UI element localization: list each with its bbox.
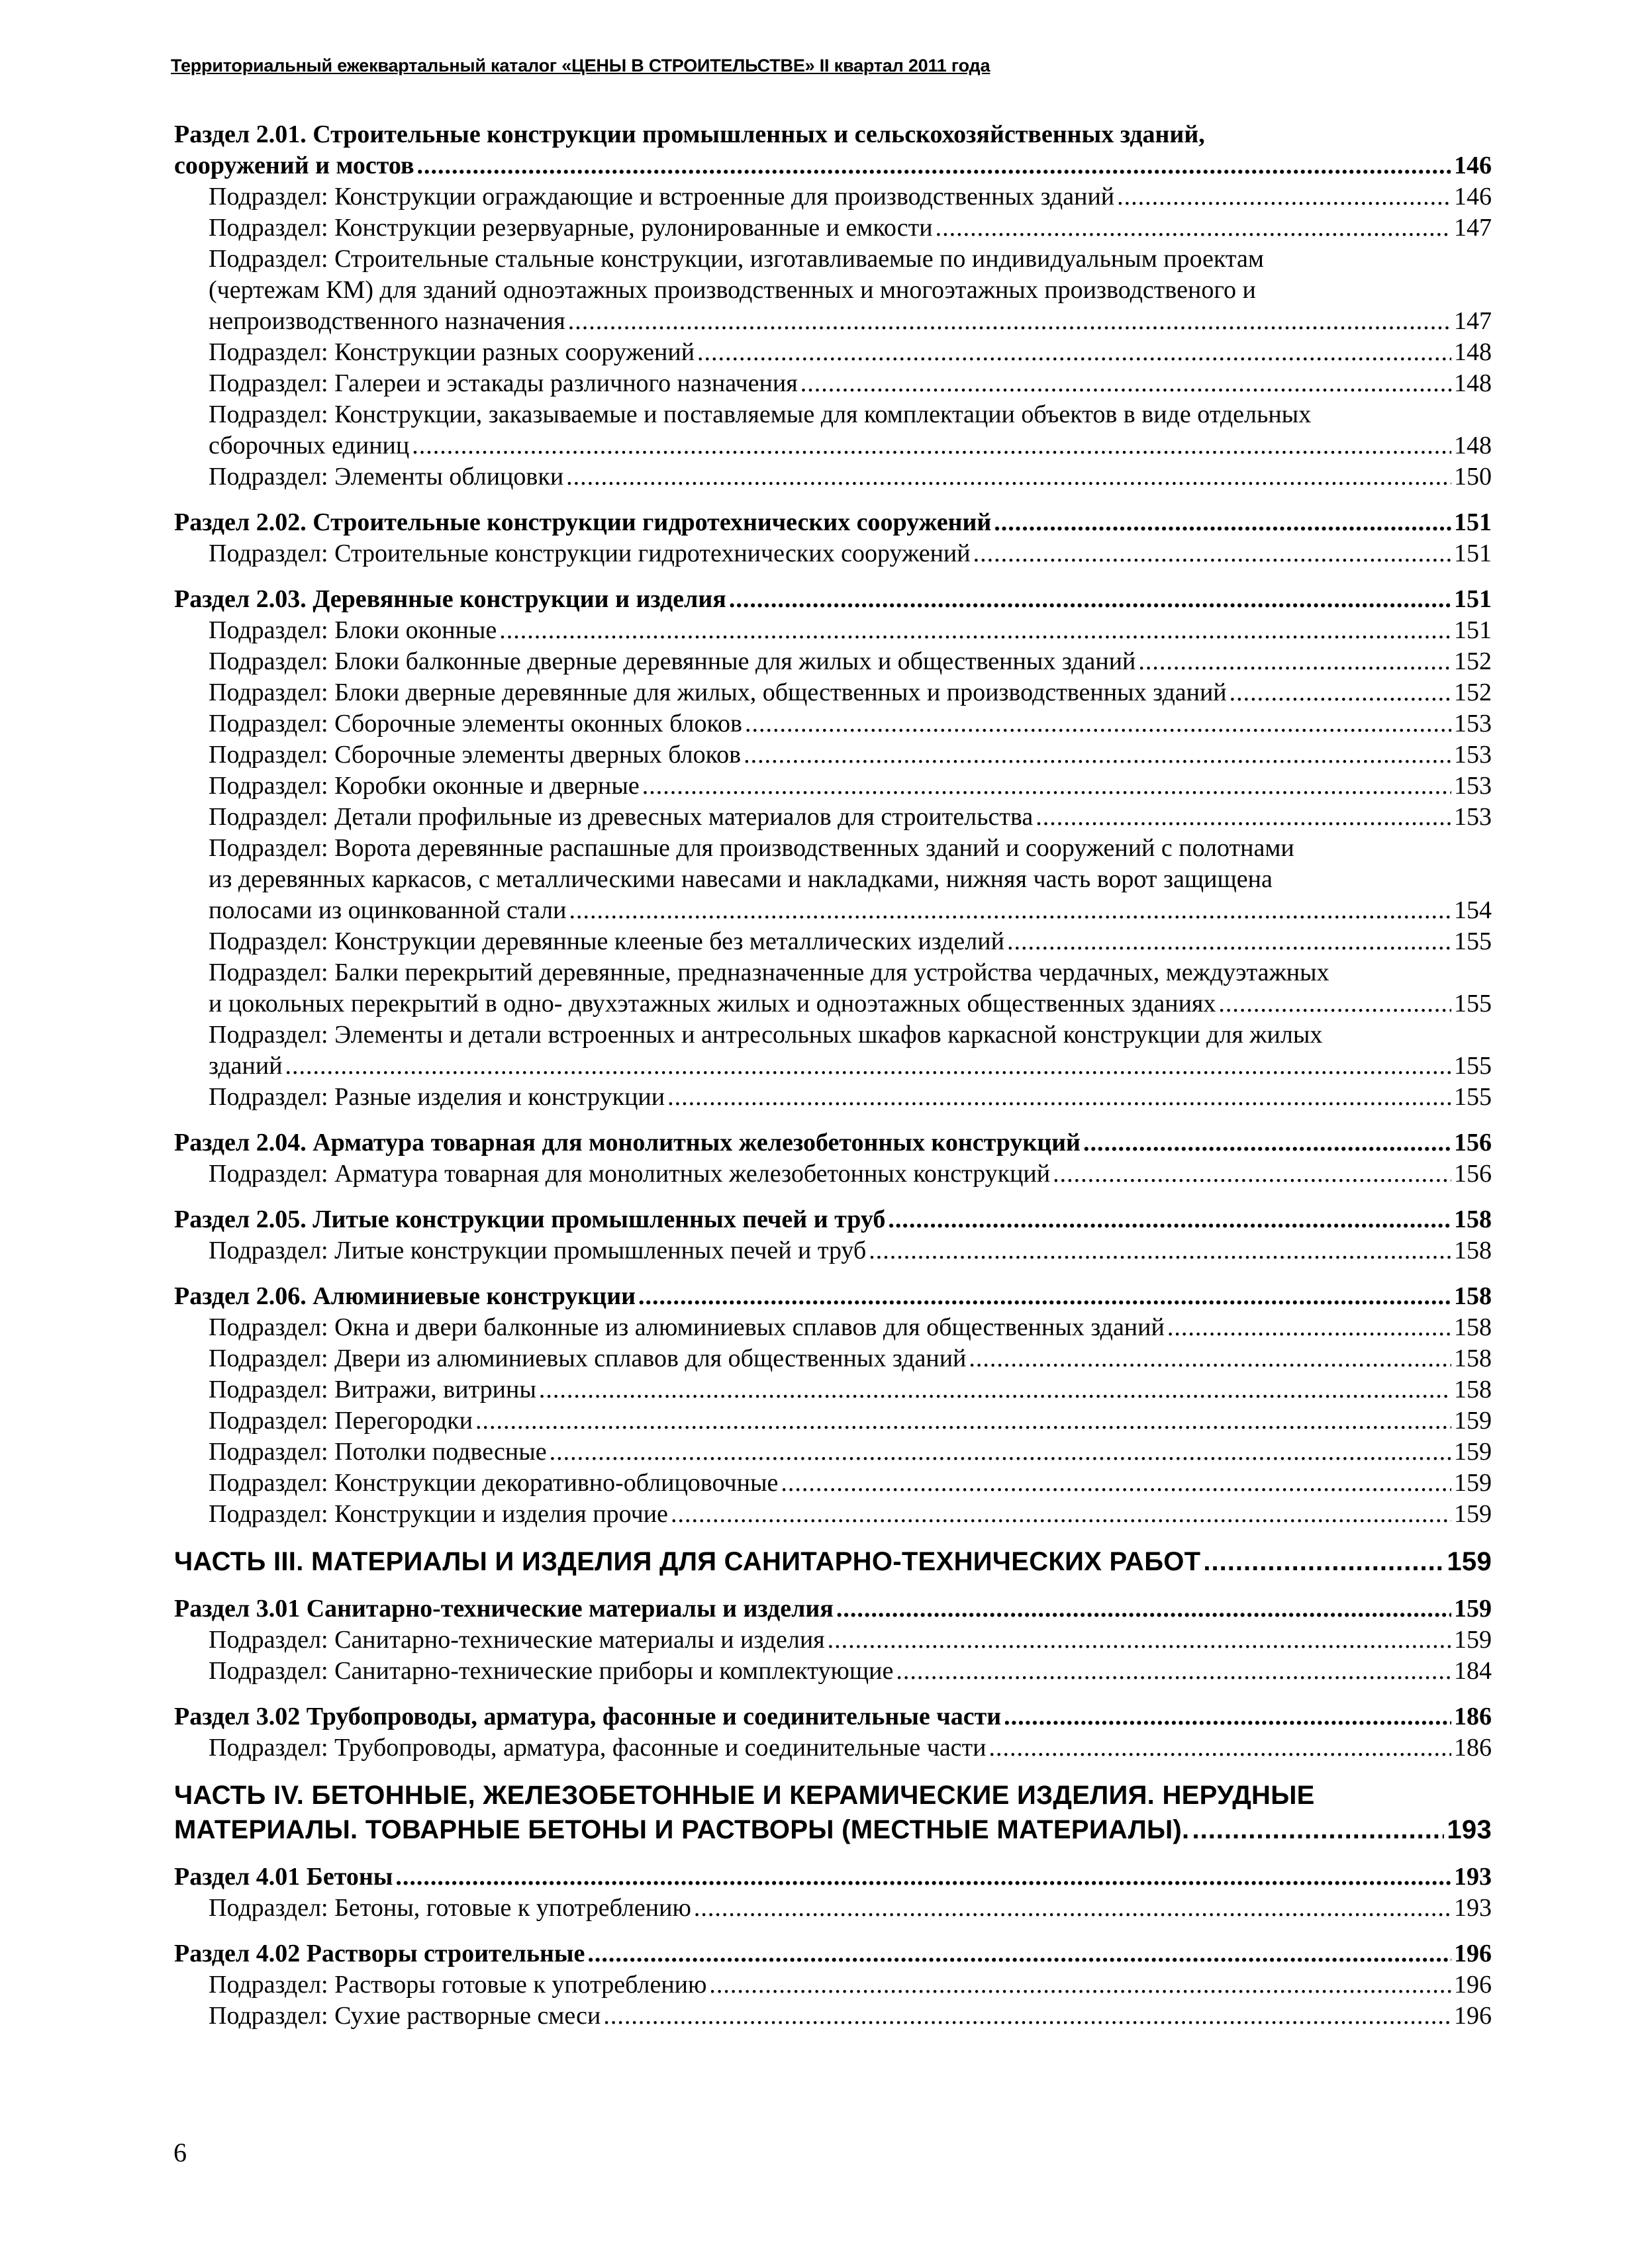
- toc-page-number: 159: [1454, 1469, 1492, 1497]
- toc-section: [174, 1938, 1492, 1969]
- toc-entry-line: [209, 1468, 1492, 1499]
- toc-entry-title: непроизводственного назначения: [209, 307, 565, 335]
- toc-page-number: 184: [1454, 1657, 1492, 1685]
- toc-entry-line: [209, 739, 1492, 771]
- toc-entry-line: [209, 461, 1492, 493]
- dot-leader: [729, 584, 1451, 615]
- toc-entry-line: [174, 1862, 1492, 1893]
- toc-page-number: 151: [1454, 585, 1492, 613]
- toc-entry-line: [209, 677, 1492, 708]
- dot-leader: [973, 538, 1451, 569]
- dot-leader: [1138, 646, 1451, 677]
- toc-entry-line: [209, 1969, 1492, 2001]
- dot-leader: [285, 1051, 1451, 1082]
- toc-entry-text-line: ЧАСТЬ IV. БЕТОННЫЕ, ЖЕЛЕЗОБЕТОННЫЕ И КЕРАМИЧЕСКИЕ ИЗДЕЛИЯ. НЕРУДНЫЕ: [174, 1781, 1315, 1810]
- toc-subsection: [174, 708, 1492, 739]
- dot-leader: [828, 1625, 1451, 1656]
- toc-entry-title: Подраздел: Перегородки: [209, 1407, 473, 1435]
- toc-entry-line: [209, 1405, 1492, 1437]
- toc-page-number: 196: [1454, 2002, 1492, 2030]
- toc-entry-text-line: Подраздел: Ворота деревянные распашные для производственных зданий и сооружений с полотнами: [209, 834, 1294, 862]
- toc-entry-line: [209, 181, 1492, 213]
- dot-leader: [781, 1468, 1451, 1499]
- toc-entry-title: Раздел 3.01 Санитарно-технические материалы и изделия: [174, 1595, 834, 1623]
- dot-leader: [745, 708, 1451, 739]
- toc-page-number: 186: [1454, 1734, 1492, 1762]
- dot-leader: [709, 1969, 1451, 2001]
- toc-page-number: 151: [1454, 540, 1492, 567]
- toc-subsection: [174, 957, 1492, 1019]
- toc-page-number: 193: [1454, 1863, 1492, 1891]
- toc-entry-line: [174, 1127, 1492, 1158]
- dot-leader: [888, 1204, 1451, 1235]
- toc-page-number: 158: [1454, 1282, 1492, 1310]
- toc-entry-text-line: Раздел 2.01. Строительные конструкции промышленных и сельскохозяйственных зданий,: [174, 120, 1205, 148]
- toc-subsection: [174, 739, 1492, 771]
- toc-entry-line: [209, 2001, 1492, 2032]
- dot-leader: [416, 150, 1451, 181]
- toc-section: [174, 1701, 1492, 1732]
- toc-subsection: [174, 213, 1492, 244]
- toc-entry-title: Подраздел: Разные изделия и конструкции: [209, 1083, 665, 1111]
- toc-page-number: 159: [1447, 1547, 1492, 1576]
- toc-subsection: [174, 677, 1492, 708]
- dot-leader: [566, 461, 1451, 493]
- toc-entry-title: Подраздел: Растворы готовые к употреблению: [209, 1971, 707, 1999]
- toc-page-number: 148: [1454, 369, 1492, 397]
- toc-page-number: 158: [1454, 1205, 1492, 1233]
- toc-page-number: 196: [1454, 1940, 1492, 1967]
- page-number: 6: [173, 2138, 187, 2167]
- toc-entry-title: Раздел 2.06. Алюминиевые конструкции: [174, 1282, 636, 1310]
- toc-page-number: 156: [1454, 1160, 1492, 1188]
- toc-entry-title: Подраздел: Литые конструкции промышленных печей и труб: [209, 1237, 867, 1264]
- toc-page-number: 193: [1454, 1894, 1492, 1922]
- toc-entry-title: Подраздел: Конструкции и изделия прочие: [209, 1500, 668, 1528]
- toc-entry-line: [209, 988, 1492, 1019]
- toc-subsection: [174, 538, 1492, 569]
- toc-page-number: 151: [1454, 508, 1492, 536]
- toc-entry-line: [174, 507, 1492, 538]
- toc-entry-title: Подраздел: Сухие растворные смеси: [209, 2002, 601, 2030]
- dot-leader: [896, 1656, 1451, 1687]
- toc-page-number: 148: [1454, 432, 1492, 459]
- toc-subsection: [174, 1374, 1492, 1405]
- toc-entry-line: [209, 895, 1492, 926]
- toc-subsection: [174, 181, 1492, 213]
- toc-section: [174, 1862, 1492, 1893]
- toc-subsection: [174, 337, 1492, 368]
- toc-entry-title: зданий: [209, 1052, 283, 1080]
- toc-entry-line: [209, 538, 1492, 569]
- running-header: Территориальный ежеквартальный каталог «ЦЕНЫ В СТРОИТЕЛЬСТВЕ» II квартал 2011 года: [171, 56, 990, 75]
- toc-entry-title: Раздел 2.04. Арматура товарная для монолитных железобетонных конструкций: [174, 1129, 1081, 1157]
- toc-page-number: 146: [1454, 183, 1492, 211]
- toc-entry-line: [209, 1656, 1492, 1687]
- toc-page-number: 151: [1454, 616, 1492, 644]
- dot-leader: [638, 1281, 1451, 1312]
- toc-entry-title: ЧАСТЬ III. МАТЕРИАЛЫ И ИЗДЕЛИЯ ДЛЯ САНИТАРНО-ТЕХНИЧЕСКИХ РАБОТ: [174, 1547, 1201, 1576]
- toc-subsection: [174, 1405, 1492, 1437]
- toc-page-number: 147: [1454, 307, 1492, 335]
- toc-subsection: [174, 833, 1492, 926]
- toc-subsection: [174, 1312, 1492, 1343]
- toc-entry-text-line: из деревянных каркасов, с металлическими навесами и накладками, нижняя часть ворот защищена: [209, 865, 1273, 893]
- dot-leader: [1007, 926, 1451, 957]
- toc-page-number: 155: [1454, 1083, 1492, 1111]
- toc-entry-line: [209, 771, 1492, 802]
- toc-subsection: [174, 1893, 1492, 1924]
- toc-section: [174, 1204, 1492, 1235]
- toc-entry-line: [209, 1158, 1492, 1190]
- toc-subsection: [174, 771, 1492, 802]
- toc-entry-title: Подраздел: Двери из алюминиевых сплавов для общественных зданий: [209, 1345, 967, 1372]
- toc-entry-title: сооружений и мостов: [174, 152, 414, 179]
- toc-entry-title: Подраздел: Сборочные элементы дверных блоков: [209, 741, 742, 769]
- toc-subsection: [174, 615, 1492, 646]
- toc-entry-title: Подраздел: Конструкции ограждающие и встроенные для производственных зданий: [209, 183, 1115, 211]
- toc-entry-line: [209, 1893, 1492, 1924]
- toc-subsection: [174, 1082, 1492, 1113]
- toc-entry-line: [174, 1281, 1492, 1312]
- toc-subsection: [174, 244, 1492, 337]
- toc-entry-title: Подраздел: Витражи, витрины: [209, 1376, 536, 1403]
- dot-leader: [587, 1938, 1451, 1969]
- toc-entry-title: Раздел 2.05. Литые конструкции промышленных печей и труб: [174, 1205, 886, 1233]
- toc-page-number: 158: [1454, 1237, 1492, 1264]
- toc-subsection: [174, 1343, 1492, 1374]
- toc-page-number: 156: [1454, 1129, 1492, 1157]
- dot-leader: [989, 1732, 1452, 1764]
- toc-subsection: [174, 399, 1492, 461]
- toc-subsection: [174, 646, 1492, 677]
- toc-entry-line: [209, 306, 1492, 337]
- dot-leader: [603, 2001, 1451, 2032]
- dot-leader: [1117, 181, 1451, 213]
- dot-leader: [642, 771, 1451, 802]
- toc-entry-line: [209, 368, 1492, 399]
- toc-entry-text-line: (чертежам КМ) для зданий одноэтажных производственных и многоэтажных производственого и: [209, 276, 1256, 304]
- toc-subsection: [174, 1158, 1492, 1190]
- dot-leader: [1083, 1127, 1451, 1158]
- toc-subsection: [174, 1969, 1492, 2001]
- dot-leader: [869, 1235, 1451, 1266]
- toc-page-number: 153: [1454, 741, 1492, 769]
- toc-entry-title: Подраздел: Детали профильные из древесных материалов для строительства: [209, 803, 1034, 831]
- dot-leader: [1203, 1544, 1444, 1579]
- toc-page-number: 196: [1454, 1971, 1492, 1999]
- toc-subsection: [174, 1437, 1492, 1468]
- toc-subsection: [174, 1235, 1492, 1266]
- dot-leader: [1230, 677, 1451, 708]
- dot-leader: [744, 739, 1451, 771]
- toc-entry-line: [209, 646, 1492, 677]
- toc-entry-line: [209, 1499, 1492, 1530]
- dot-leader: [969, 1343, 1451, 1374]
- toc-subsection: [174, 1732, 1492, 1764]
- toc-page-number: 186: [1454, 1703, 1492, 1730]
- toc-page-number: 158: [1454, 1313, 1492, 1341]
- toc-subsection: [174, 1499, 1492, 1530]
- dot-leader: [395, 1862, 1451, 1893]
- toc-entry-title: Подраздел: Блоки дверные деревянные для жилых, общественных и производственных зданий: [209, 679, 1227, 706]
- toc-entry-line: [209, 1625, 1492, 1656]
- toc-entry-title: Раздел 4.01 Бетоны: [174, 1863, 393, 1891]
- toc-subsection: [174, 1625, 1492, 1656]
- toc-entry-line: [209, 708, 1492, 739]
- toc-entry-line: [209, 1082, 1492, 1113]
- toc-subsection: [174, 368, 1492, 399]
- toc-entry-text-line: Подраздел: Элементы и детали встроенных и антресольных шкафов каркасной конструкции для жилых: [209, 1021, 1323, 1049]
- toc-entry-title: Подраздел: Конструкции декоративно-облицовочные: [209, 1469, 779, 1497]
- dot-leader: [697, 337, 1451, 368]
- dot-leader: [568, 306, 1451, 337]
- dot-leader: [1192, 1813, 1444, 1847]
- toc-entry-line: [209, 1437, 1492, 1468]
- toc-entry-line: [209, 802, 1492, 833]
- toc-entry-line: [209, 926, 1492, 957]
- toc-entry-title: Подраздел: Галереи и эстакады различного назначения: [209, 369, 798, 397]
- toc-page-number: 155: [1454, 990, 1492, 1017]
- toc-part: [174, 1544, 1492, 1579]
- toc-page-number: 155: [1454, 1052, 1492, 1080]
- toc-entry-line: [174, 584, 1492, 615]
- toc-page-number: 155: [1454, 927, 1492, 955]
- toc-entry-title: Подраздел: Сборочные элементы оконных блоков: [209, 710, 742, 737]
- table-of-contents: [174, 119, 1492, 2032]
- toc-section: [174, 584, 1492, 615]
- toc-page-number: 153: [1454, 710, 1492, 737]
- toc-page-number: 159: [1454, 1595, 1492, 1623]
- toc-entry-title: Подраздел: Санитарно-технические материалы и изделия: [209, 1626, 825, 1654]
- toc-entry-line: [209, 1343, 1492, 1374]
- toc-section: [174, 119, 1492, 181]
- dot-leader: [475, 1405, 1451, 1437]
- toc-page-number: 150: [1454, 463, 1492, 491]
- toc-entry-title: Подраздел: Конструкции деревянные клееные без металлических изделий: [209, 927, 1004, 955]
- toc-entry-line: [209, 213, 1492, 244]
- dot-leader: [671, 1499, 1451, 1530]
- dot-leader: [936, 213, 1451, 244]
- toc-subsection: [174, 802, 1492, 833]
- toc-entry-line: [209, 1051, 1492, 1082]
- toc-entry-title: Подраздел: Окна и двери балконные из алюминиевых сплавов для общественных зданий: [209, 1313, 1165, 1341]
- dot-leader: [550, 1437, 1451, 1468]
- toc-entry-line: [174, 1701, 1492, 1732]
- toc-entry-title: Подраздел: Арматура товарная для монолитных железобетонных конструкций: [209, 1160, 1051, 1188]
- toc-subsection: [174, 926, 1492, 957]
- toc-entry-title: Подраздел: Потолки подвесные: [209, 1438, 547, 1466]
- dot-leader: [1053, 1158, 1451, 1190]
- toc-subsection: [174, 1656, 1492, 1687]
- dot-leader: [1167, 1312, 1451, 1343]
- toc-page-number: 146: [1454, 152, 1492, 179]
- toc-subsection: [174, 461, 1492, 493]
- toc-section: [174, 1281, 1492, 1312]
- toc-page-number: 147: [1454, 214, 1492, 242]
- toc-entry-title: Подраздел: Конструкции резервуарные, рулонированные и емкости: [209, 214, 933, 242]
- dot-leader: [412, 430, 1451, 461]
- toc-entry-title: Подраздел: Санитарно-технические приборы и комплектующие: [209, 1657, 894, 1685]
- toc-entry-title: Подраздел: Коробки оконные и дверные: [209, 772, 640, 800]
- toc-page-number: 159: [1454, 1407, 1492, 1435]
- dot-leader: [569, 895, 1451, 926]
- toc-entry-line: [174, 1813, 1492, 1847]
- toc-entry-title: Раздел 4.02 Растворы строительные: [174, 1940, 585, 1967]
- toc-entry-title: и цокольных перекрытий в одно- двухэтажных жилых и одноэтажных общественных зданиях: [209, 990, 1216, 1017]
- toc-page-number: 153: [1454, 803, 1492, 831]
- toc-page-number: 159: [1454, 1626, 1492, 1654]
- dot-leader: [539, 1374, 1451, 1405]
- toc-entry-title: Подраздел: Строительные конструкции гидротехнических сооружений: [209, 540, 971, 567]
- toc-part: [174, 1778, 1492, 1847]
- toc-entry-line: [174, 1938, 1492, 1969]
- toc-entry-title: полосами из оцинкованной стали: [209, 896, 567, 924]
- toc-entry-title: Раздел 2.03. Деревянные конструкции и изделия: [174, 585, 726, 613]
- toc-section: [174, 1593, 1492, 1625]
- toc-entry-text-line: Подраздел: Конструкции, заказываемые и поставляемые для комплектации объектов в виде отдельных: [209, 401, 1312, 428]
- toc-entry-title: Подраздел: Трубопроводы, арматура, фасонные и соединительные части: [209, 1734, 987, 1762]
- toc-page-number: 159: [1454, 1500, 1492, 1528]
- toc-subsection: [174, 1468, 1492, 1499]
- toc-page-number: 158: [1454, 1376, 1492, 1403]
- dot-leader: [994, 507, 1451, 538]
- toc-entry-line: [209, 1374, 1492, 1405]
- toc-page-number: 152: [1454, 679, 1492, 706]
- toc-page-number: 193: [1447, 1815, 1492, 1844]
- toc-section: [174, 507, 1492, 538]
- toc-page-number: 154: [1454, 896, 1492, 924]
- toc-entry-title: МАТЕРИАЛЫ. ТОВАРНЫЕ БЕТОНЫ И РАСТВОРЫ (МЕСТНЫЕ МАТЕРИАЛЫ).: [174, 1815, 1190, 1844]
- toc-entry-line: [209, 1732, 1492, 1764]
- toc-entry-line: [209, 1235, 1492, 1266]
- toc-entry-line: [209, 337, 1492, 368]
- toc-entry-title: Подраздел: Бетоны, готовые к употреблению: [209, 1894, 691, 1922]
- dot-leader: [1036, 802, 1451, 833]
- dot-leader: [1218, 988, 1451, 1019]
- toc-page-number: 152: [1454, 647, 1492, 675]
- toc-entry-text-line: Подраздел: Балки перекрытий деревянные, предназначенные для устройства чердачных, междуэтажных: [209, 959, 1329, 986]
- toc-page-number: 153: [1454, 772, 1492, 800]
- toc-entry-text-line: Подраздел: Строительные стальные конструкции, изготавливаемые по индивидуальным проектам: [209, 245, 1264, 273]
- toc-entry-line: [174, 150, 1492, 181]
- toc-entry-line: [209, 430, 1492, 461]
- dot-leader: [499, 615, 1451, 646]
- toc-page-number: 148: [1454, 338, 1492, 366]
- dot-leader: [1004, 1701, 1451, 1732]
- toc-subsection: [174, 1019, 1492, 1082]
- dot-leader: [800, 368, 1451, 399]
- toc-section: [174, 1127, 1492, 1158]
- dot-leader: [836, 1593, 1451, 1625]
- toc-entry-title: Подраздел: Элементы облицовки: [209, 463, 564, 491]
- toc-entry-title: Подраздел: Блоки балконные дверные деревянные для жилых и общественных зданий: [209, 647, 1136, 675]
- toc-entry-line: [209, 615, 1492, 646]
- toc-subsection: [174, 2001, 1492, 2032]
- toc-entry-line: [174, 1593, 1492, 1625]
- toc-page-number: 159: [1454, 1438, 1492, 1466]
- dot-leader: [694, 1893, 1451, 1924]
- toc-entry-line: [174, 1544, 1492, 1579]
- toc-entry-title: сборочных единиц: [209, 432, 410, 459]
- toc-entry-line: [174, 1204, 1492, 1235]
- toc-entry-title: Раздел 3.02 Трубопроводы, арматура, фасонные и соединительные части: [174, 1703, 1002, 1730]
- toc-entry-title: Подраздел: Блоки оконные: [209, 616, 497, 644]
- toc-entry-title: Подраздел: Конструкции разных сооружений: [209, 338, 695, 366]
- toc-entry-line: [209, 1312, 1492, 1343]
- dot-leader: [667, 1082, 1451, 1113]
- toc-page-number: 158: [1454, 1345, 1492, 1372]
- toc-entry-title: Раздел 2.02. Строительные конструкции гидротехнических сооружений: [174, 508, 992, 536]
